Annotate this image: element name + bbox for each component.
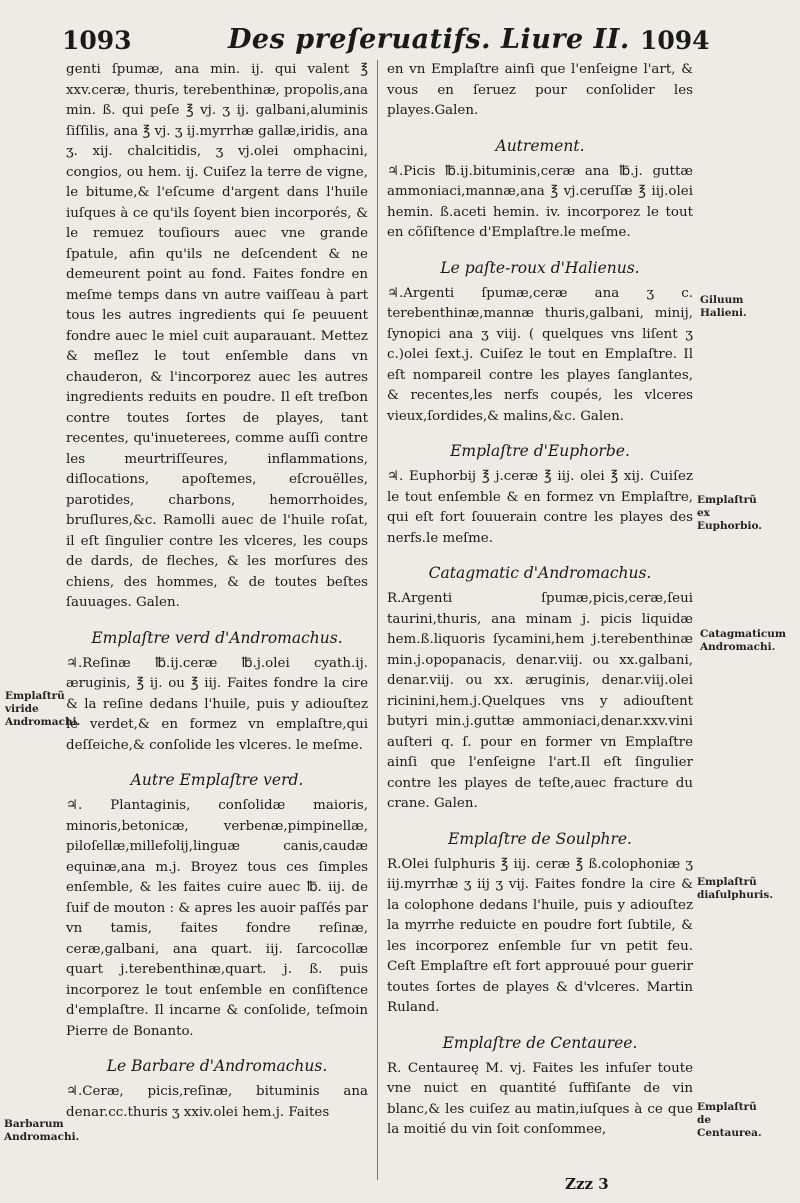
section-heading: Emplaſtre de Soulphre. [448, 829, 632, 848]
margin-note: Emplaſtrũ viride Andromachi. [5, 690, 81, 728]
section-heading: Autrement. [495, 136, 585, 155]
margin-note: Emplaſtrũ de Centaurea. [697, 1101, 762, 1139]
paragraph: ♃. Plantaginis, conſolidæ maioris, minoris,betonicæ, verbenæ,pimpinellæ, piloſellæ,millefolij,linguæ canis,caudæ equinæ,ana m.j. Broyez tous ces ſimples enſemble, & les faites cuire auec ℔. iij. de ſuif de mouton : & apres les auoir paſſés par vn tamis, faites fondre reſinæ, ceræ,galbani, ana quart. iij. ſarcocollæ quart j.terebenthinæ,quart. j. ß. puis incorporez le tout enſemble en conſiſtence d'emplaſtre. Il incarne & conſolide, teſmoin Pierre de Bonanto. [66, 798, 368, 1039]
page-number-left: 1093 [62, 26, 132, 55]
paragraph: ♃.Reſinæ ℔.ij.ceræ ℔.j.olei cyath.ij. æruginis, ℥ ij. ou ℥ iij. Faites fondre la cire & la reſine dedans l'huile, puis y adiouſtez le verdet,& en formez vn emplaſtre,qui deſſeiche,& conſolide les vlceres. le meſme. [66, 655, 368, 753]
paragraph: ♃.Ceræ, picis,reſinæ, bituminis ana denar.cc.thuris ʒ xxiv.olei hem.j. Faites [66, 1084, 368, 1120]
paragraph: ♃. Euphorbij ℥ j.ceræ ℥ iij. olei ℥ xij. Cuiſez le tout enſemble & en formez vn Emplaſtre, qui eſt fort ſouuerain contre les playes des nerfs.le meſme. [387, 469, 693, 546]
paragraph: ♃.Picis ℔.ij.bituminis,ceræ ana ℔.j. guttæ ammoniaci,mannæ,ana ℥ vj.ceruſſæ ℥ iij.olei hemin. ß.aceti hemin. iv. incorporez le tout en cõſiſtence d'Emplaſtre.le meſme. [387, 163, 693, 240]
paragraph: genti ſpumæ, ana min. ij. qui valent ℥ xxv.ceræ, thuris, terebenthinæ, propolis,ana min. ß. qui peſe ℥ vj. ʒ ij. galbani,aluminis ſiſſilis, ana ℥ vj. ʒ ij.myrrhæ gallæ,iridis, ana ʒ. xij. chalcitidis, ʒ vj.olei omphacini, congios, ou hem. ij. Cuiſez la terre de vigne, le bitume,& l'eſcume d'argent dans l'huile iuſques à ce qu'ils ſoyent bien incorporés, & le remuez touſiours auec vne grande ſpatule, afin qu'ils ne deſcendent & ne demeurent point au fond. Faites fondre en meſme temps dans vn autre vaiſſeau à part tous les autres ingredients qui ſe peuuent fondre auec le miel cuit auparauant. Mettez & meſlez le tout enſemble dans vn chauderon, & l'incorporez auec les autres ingredients reduits en poudre. Il eſt treſbon contre toutes ſortes de playes, tant recentes, qu'inueterees, comme auſſi contre les meurtriſſeures, inflammations, diſlocations, apoſtemes, eſcrouëlles, parotides, charbons, hemorrhoides, bruſlures,&c. Ramolli auec de l'huile roſat, il eſt ſingulier contre les vlceres, les coups de dards, de fleches, & les morſures des chiens, des hommes, & de toutes beſtes ſauuages. Galen. [66, 62, 368, 610]
section-heading: Catagmatic d'Andromachus. [428, 564, 652, 582]
column-divider [377, 60, 378, 1180]
section-heading: Emplaſtre verd d'Andromachus. [91, 628, 343, 647]
right-column [387, 60, 693, 1141]
signature-mark: Zzz 3 [565, 1175, 609, 1193]
page-header [0, 26, 800, 56]
running-title: Des preſeruatifs. Liure II. [228, 24, 630, 55]
section-heading: Emplaſtre d'Euphorbe. [450, 442, 630, 460]
paragraph: en vn Emplaſtre ainſi que l'enſeigne l'art, & vous en ſeruez pour conſolider les playes.Galen. [387, 62, 693, 118]
paragraph: R.Argenti ſpumæ,picis,ceræ,ſeui taurini,thuris, ana minam j. picis liquidæ hem.ß.liquoris ſycamini,hem j.terebenthinæ min.j.opopanacis, denar.viij. ou xx.galbani, denar.viij. ou xx. æruginis, denar.viij.olei ricinini,hem.j.Quelques vns y adiouſtent butyri min.j.guttæ ammoniaci,denar.xxv.vini auſteri q. ſ. pour en former vn Emplaſtre ainſi que l'enſeigne l'art.Il eſt ſingulier contre les playes de teſte,auec fracture du crane. Galen. [387, 591, 693, 811]
section-heading: Le paſte-roux d'Halienus. [440, 258, 640, 277]
section-heading: Autre Emplaſtre verd. [130, 771, 304, 789]
margin-note: Emplaſtrũ ex Euphorbio. [697, 494, 762, 532]
section-heading: Emplaſtre de Centauree. [442, 1033, 638, 1052]
left-column [66, 60, 368, 1123]
page-number-right: 1094 [640, 26, 710, 55]
section-heading: Le Barbare d'Andromachus. [106, 1057, 328, 1075]
paragraph: R.Olei ſulphuris ℥ iij. ceræ ℥ ß.colophoniæ ʒ iij.myrrhæ ʒ iij ʒ vij. Faites fondre la cire & la colophone dedans l'huile, puis y adiouſtez la myrrhe reduicte en poudre fort ſubtile, & les incorporez enſemble ſur vn petit feu. Ceſt Emplaſtre eſt fort approuué pour guerir toutes ſortes de playes & d'vlceres. Martin Ruland. [387, 856, 693, 1015]
paragraph: R. Centaureę M. vj. Faites les infuſer toute vne nuict en quantité ſuffiſante de vin blanc,& les cuiſez au matin,iuſques à ce que la moitié du vin ſoit conſommee, [387, 1060, 693, 1137]
margin-note: Catagmaticum Andromachi. [700, 628, 787, 653]
margin-note: Barbarum Andromachi. [4, 1118, 80, 1143]
margin-note: Emplaſtrũ diaſulphuris. [697, 876, 773, 901]
margin-note: Giluum Halieni. [700, 294, 747, 319]
paragraph: ♃.Argenti ſpumæ,ceræ ana ʒ c. terebenthinæ,mannæ thuris,galbani, minij, ſynopici ana ʒ viij. ( quelques vns liſent ʒ c.)olei ſext.j. Cuiſez le tout en Emplaſtre. Il eſt nompareil contre les playes ſanglantes, & recentes,les nerfs coupés, les vlceres vieux,ſordides,& malins,&c. Galen. [387, 285, 693, 424]
